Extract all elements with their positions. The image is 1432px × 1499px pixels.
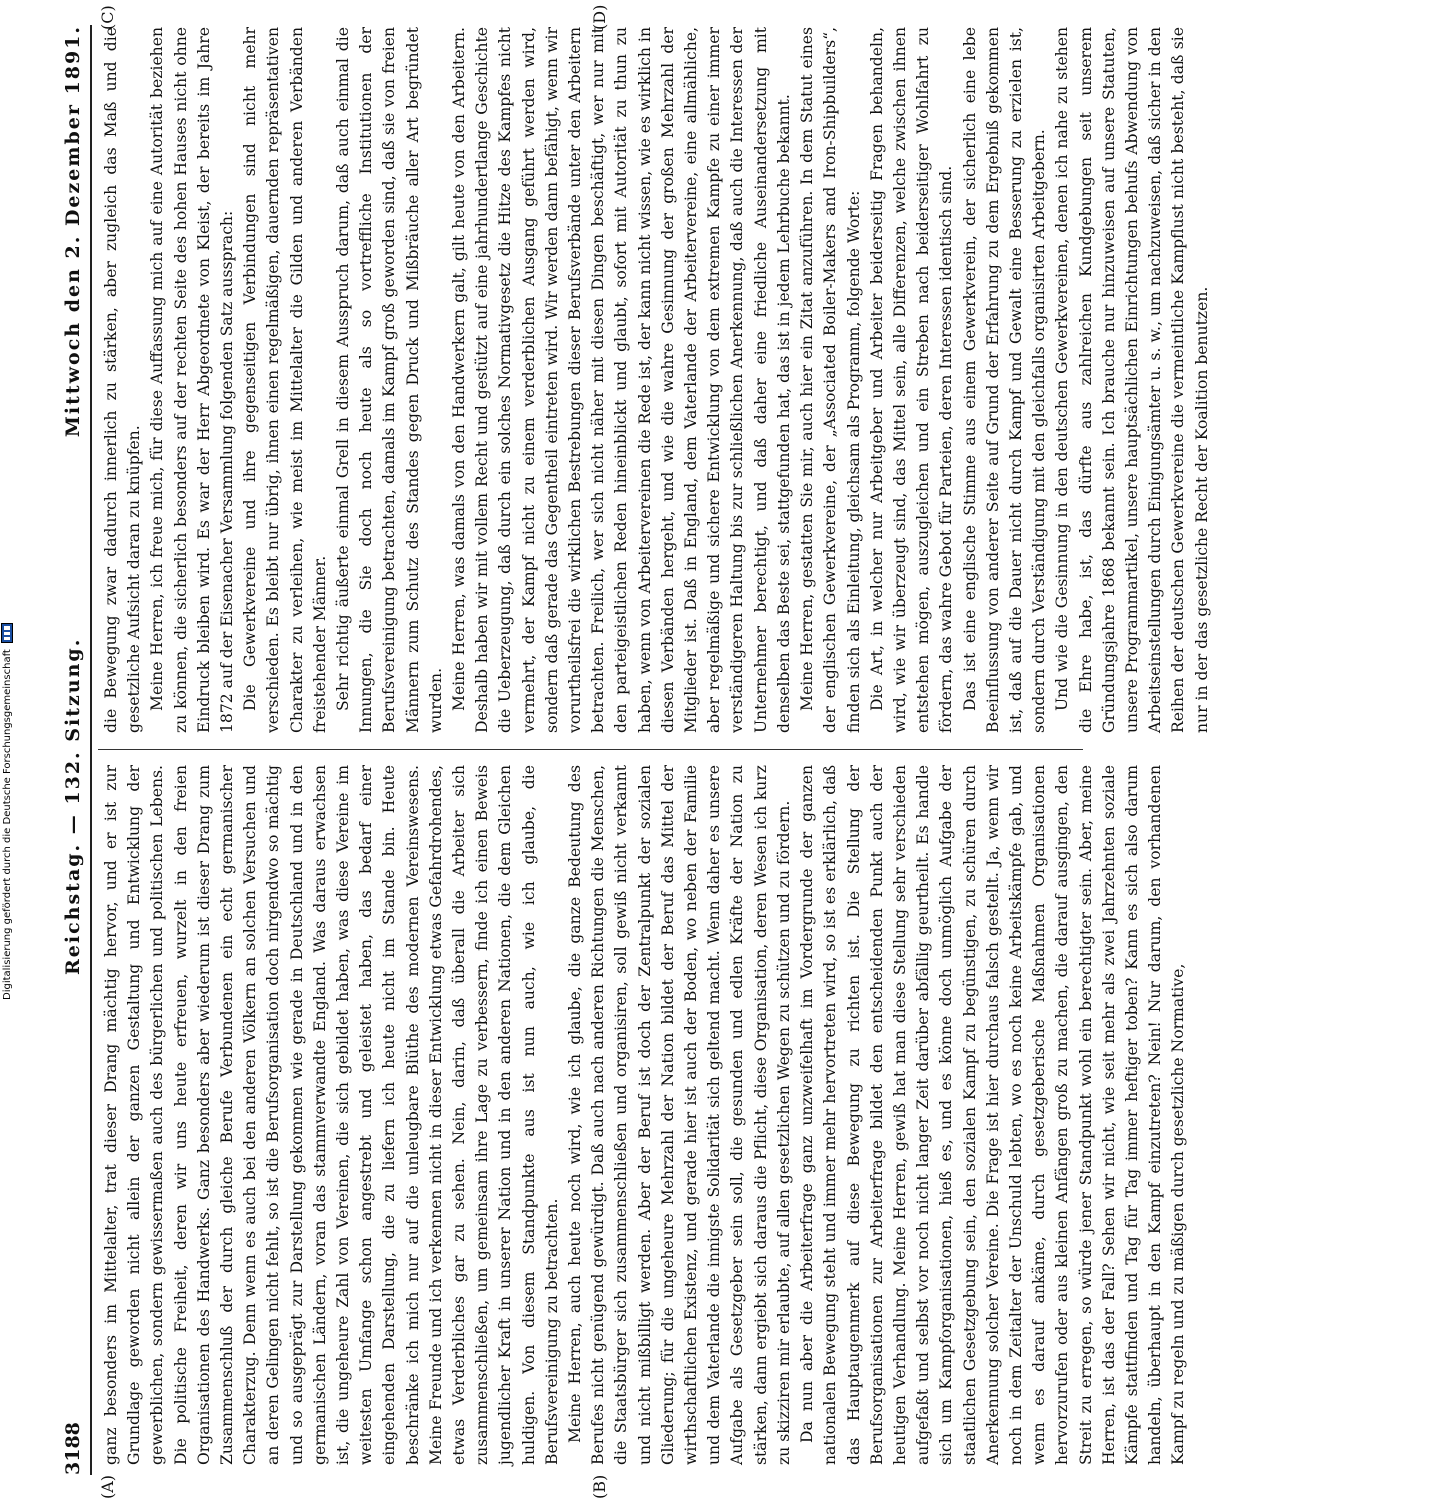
page-header [58,25,88,1475]
right-quote-1: Die Gewerkvereine und ihre gegenseitigen Verbindungen sind nicht mehr verschieden. Es bleibt nur übrig, ihnen einen regelmäßigen, dauernden repräsentativen Charakter zu verleihen, wie meist im Mittelalter die Gilden und anderen Verbänden freistehender Männer. [241,27,329,733]
left-text-column [100,765,1188,1465]
left-paragraph-2: Meine Herren, auch heute noch wird, wie ich glaube, die ganze Bedeutung des Berufes nicht genügend gewürdigt. Daß auch nach anderen Richtungen die Menschen, die Staatsbürger sich zusammenschließen und organisiren, soll gewiß nicht verkannt und nicht mißbilligt werden. Aber der Beruf ist doch der Zentralpunkt der sozialen Gliederung; für die ungeheure Mehrzahl der Nation bildet der Beruf das Mittel der wirthschaftlichen Existenz, und gerade hier ist auch der Boden, wo neben der Familie und dem Vaterlande die innigste Solidarität sich geltend macht. Wenn daher es unsere Aufgabe als Gesetzgeber sein soll, die gesunden und edlen Kräfte der Nation zu stärken, dann ergiebt sich daraus die Pflicht, diese Organisation, deren Wesen ich kurz zu skizziren mir erlaubte, auf allen gesetzlichen Wegen zu schützen und zu fördern. [566,765,793,1465]
right-paragraph-4: Meine Herren, was damals von den Handwerkern galt, gilt heute von den Arbeitern. Deshalb haben wir mit vollem Recht und gestützt auf eine jahrhundertlange Geschichte die Ueberzeugung, daß durch ein solches Normativgesetz die Hitze des Kampfes nicht vermehrt, der Kampf nicht zu einem verderblichen Ausgang geführt werden wird, sondern daß gerade das Gegentheil eintreten wird. Wir werden dann befähigt, wenn wir vorurtheilsfrei die wirklichen Bestrebungen dieser Berufsverbände unter den Arbeitern betrachten. Freilich, wer sich nicht näher mit diesen Dingen beschäftigt, wer nur mit den parteigeistlichen Reden hineinblickt und glaubt, sofort mit Autorität zu thun zu haben, wenn von Arbeitervereinen die Rede ist, der kann nicht wissen, wie es wirklich in diesen Verbänden hergeht, und wie die wahre Gesinnung der großen Mehrzahl der Mitglieder ist. Daß in England, dem Vaterlande der Arbeitervereine, eine allmähliche, aber regelmäßige und sichere Entwicklung von dem extremen Kampfe zu einer immer verständigeren Haltung bis zur schließlichen Anerkennung, daß auch die Interessen der Unternehmer berechtigt, und daß daher eine friedliche Auseinandersetzung mit denselben das Beste sei, stattgefunden hat, das ist in jedem Lehrbuche bekannt. [450,27,793,733]
header-rule [90,25,92,1475]
right-paragraph-7: Und wie die Gesinnung in den deutschen Gewerkvereinen, denen ich nahe zu stehen die Ehre habe, ist, das dürfte aus zahlreichen Kundgebungen seit unserem Gründungsjahre 1868 bekannt sein. Ich brauche nur hinzuweisen auf unsere Statuten, unsere Programmartikel, unsere hauptsächlichen Einrichtungen behufs Abwendung von Arbeitseinstellungen durch Einigungsämter u. s. w., um nachzuweisen, daß sicher in den Reihen der deutschen Gewerkvereine die vermeintliche Kampflust nicht besteht, daß sie nur in der das gesetzliche Recht der Koalition benutzen. [1053,27,1211,733]
right-paragraph-5: Meine Herren, gestatten Sie mir, auch hier ein Zitat anzuführen. In dem Statut eines der englischen Gewerkvereine, der „Associated Boiler-Makers and Iron-Shipbuilders“, finden sich als Einleitung, gleichsam als Programm, folgende Worte: [798,27,863,733]
page-date: Mittwoch den 2. Dezember 1891. [62,25,84,438]
rotated-newspaper-page [50,4,1211,1499]
left-paragraph-1: ganz besonders im Mittelalter, trat dieser Drang mächtig hervor, und er ist zur Grundlage geworden nicht allein der ganzen Gestaltung und Entwicklung der gewerblichen, sondern gewissermaßen auch des bürgerlichen und politischen Lebens. Die politische Freiheit, deren wir uns heute erfreuen, wurzelt in den freien Organisationen des Handwerks. Ganz besonders aber wiederum ist dieser Drang zum Zusammenschluß der durch gleiche Berufe Verbundenen ein echt germanischer Charakterzug. Denn wenn es auch bei den anderen Völkern an solchen Versuchen und an deren Gelingen nicht fehlt, so ist die Berufsorganisation doch nirgendwo so mächtig und so ausgeprägt zur Darstellung gekommen wie gerade in Deutschland und in den germanischen Ländern, voran das stammverwandte England. Was daraus erwachsen ist, die ungeheure Zahl von Vereinen, die sich gebildet haben, was diese Vereine im weitesten Umfange schon angestrebt und geleistet haben, das bedarf einer eingehenden Darstellung, die zu liefern ich heute nicht im Stande bin. Heute beschränke ich mich nur auf die unleugbare Blüthe des modernen Vereinswesens. Meine Freunde und ich verkennen nicht in dieser Entwicklung etwas Gefahrdrohendes, etwas Verderbliches gar zu sehen. Nein, darin, daß überall die Arbeiter sich zusammenschließen, um gemeinsam ihre Lage zu verbessern, finde ich einen Beweis jugendlicher Kraft in unserer Nation und in den anderen Nationen, die dem Gleichen huldigen. Von diesem Standpunkte aus ist nun auch, wie ich glaube, die Berufsvereinigung zu betrachten. [102,765,561,1465]
dfg-logo-icon [1,623,13,643]
right-quote-2: Die Art, in welcher nur Arbeitgeber und Arbeiter beiderseitig Fragen behandeln, wird, wie wir überzeugt sind, das Mittel sein, alle Differenzen, welche zwischen ihnen entstehen mögen, auszugleichen und ein Streben nach beiderseitiger Wohlfahrt zu fördern, das wahre Gebot für Parteien, deren Interessen identisch sind. [867,27,956,733]
credit-text: Digitalisierung gefördert durch die Deutsche Forschungsgemeinschaft [2,649,13,1000]
page-title: Reichstag. — 132. Sitzung. [62,637,84,975]
digitization-credit [1,560,13,1000]
left-paragraph-3: Da nun aber die Arbeiterfrage ganz unzweifelhaft im Vordergrunde der ganzen nationalen Bewegung steht und immer mehr hervortreten wird, so ist es erklärlich, daß das Hauptaugenmerk auf diese Bewegung zu richten ist. Die Stellung der Berufsorganisationen zur Arbeiterfrage bildet den entscheidenden Punkt auch der heutigen Verhandlung. Meine Herren, gewiß hat man diese Stellung sehr verschieden aufgefaßt und selbst vor noch nicht langer Zeit darüber abfällig geurtheilt. Es handle sich um Kampforganisationen, hieß es, und es könne doch unmöglich Aufgabe der staatlichen Gesetzgebung sein, den sozialen Kampf zu begünstigen, zu schüren durch Anerkennung solcher Vereine. Die Frage ist hier durchaus falsch gestellt. Ja, wenn wir noch in dem Zeitalter der Unschuld lebten, wo es noch keine Arbeitskämpfe gab, und wenn es darauf ankäme, durch gesetzgeberische Maßnahmen Organisationen hervorzurufen oder aus kleinen Anfängen groß zu machen, die darauf ausgingen, den Streit zu erregen, so würde jener Standpunkt wohl ein berechtigter sein. Aber, meine Herren, ist das der Fall? Sehen wir nicht, wie seit mehr als zwei Jahrzehnten soziale Kämpfe stattfinden und Tag für Tag immer heftiger toben? Kann es sich also darum handeln, überhaupt in den Kampf einzutreten? Nein! Nur darum, den vorhandenen Kampf zu regeln und zu mäßigen durch gesetzliche Normative, [798,765,1188,1465]
margin-marker-d: (D) [590,4,609,30]
right-paragraph-6: Das ist eine englische Stimme aus einem Gewerkverein, der sicherlich eine lebe Beeinflussung von anderer Seite auf Grund der Erfahrung zu dem Ergebniß gekommen ist, daß auf die Dauer nicht durch Kampf und Gewalt eine Besserung zu erzielen ist, sondern durch Verständigung mit den gleichfalls organisirten Arbeitgebern. [960,27,1049,733]
column-divider [98,749,1083,750]
right-paragraph-3: Sehr richtig äußerte einmal Grell in diesem Ausspruch darum, daß auch einmal die Innungen, die Sie doch noch heute als so vortreffliche Institutionen der Berufsvereinigung betrachten, damals im Kampf groß geworden sind, daß sie von freien Männern zum Schutz des Standes gegen Druck und Mißbräuche aller Art begründet wurden. [334,27,445,733]
margin-marker-c: (C) [98,5,117,30]
margin-marker-a: (A) [98,1474,117,1499]
right-paragraph-1: die Bewegung zwar dadurch innerlich zu stärken, aber zugleich das Maß und die gesetzliche Aufsicht daran zu knüpfen. [102,27,144,733]
margin-marker-b: (B) [590,1474,609,1499]
page-number: 3188 [62,1422,84,1475]
right-text-column [100,27,1211,733]
right-paragraph-2: Meine Herren, ich freue mich, für diese Auffassung mich auf eine Autorität beziehen zu können, die sicherlich besonders auf der rechten Seite des hohen Hauses nicht ohne Eindruck bleiben wird. Es war der Herr Abgeordnete von Kleist, der bereits im Jahre 1872 auf der Eisenacher Versammlung folgenden Satz aussprach: [148,27,237,733]
